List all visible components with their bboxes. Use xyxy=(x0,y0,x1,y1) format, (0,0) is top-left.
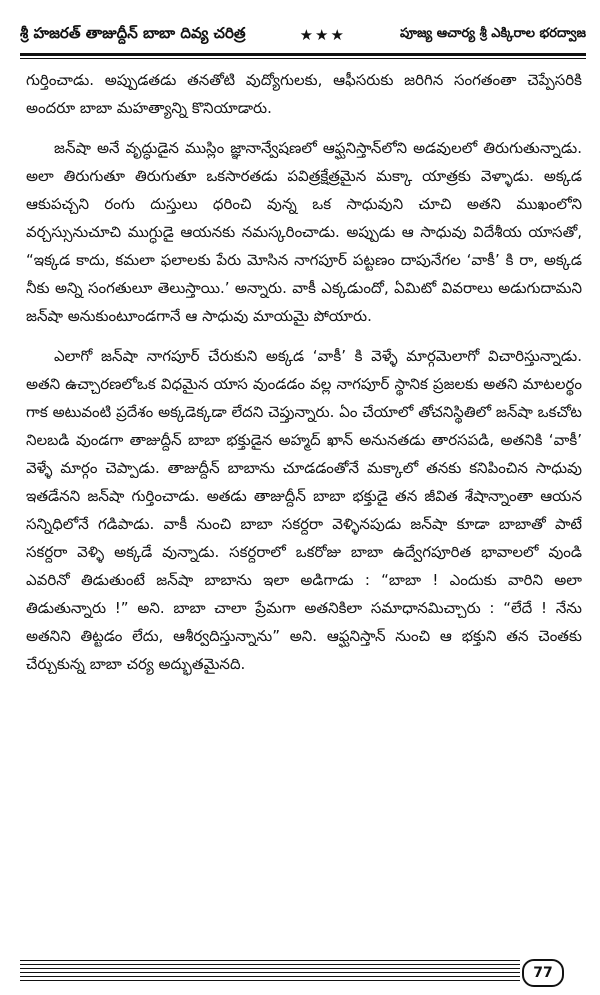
book-title: శ్రీ హజరత్ తాజుద్దీన్ బాబా దివ్య చరిత్ర xyxy=(20,24,246,42)
body-text xyxy=(26,66,582,916)
page-number-badge: 77 xyxy=(522,959,564,987)
paragraph-1: గుర్తించాడు. అప్పుడతడు తనతోటి వుద్యోగులకు, ఆఫీసరుకు జరిగిన సంగతంతా చెప్పేసరికి అందరూ బాబా మహత్యాన్ని కొనియాడారు. xyxy=(26,71,582,117)
paragraph-3: ఎలాగో జన్‌షా నాగపూర్ చేరుకుని అక్కడ ‘వాకీ’ కి వెళ్ళే మార్గమెలాగో విచారిస్తున్నాడు. అతని ఉచ్చారణలోఒక విధమైన యాస వుండడం వల్ల నాగపూర్ స్థానిక ప్రజలకు అతని మాటలర్థం గాక అటువంటి ప్రదేశం అక్కడెక్కడా లేదని చెప్తున్నారు. ఏం చేయాలో తోచనిస్థితిలో జన్‌షా ఒకచోట నిలబడి వుండగా తాజుద్దీన్ బాబా భక్తుడైన అహ్మద్ ఖాన్ అనునతడు తారసపడి, అతనికి ‘వాకీ’ వెళ్ళే మార్గం చెప్పాడు. తాజుద్దీన్ బాబాను చూడడంతోనే మక్కాలో తనకు కనిపించిన సాధువు ఇతడేనని జన్‌షా గుర్తించాడు. అతడు తాజుద్దీన్ బాబా భక్తుడై తన జీవిత శేషాన్నాంతా ఆయన సన్నిధిలోనే గడిపాడు. వాకీ నుంచి బాబా సకర్దరా వెళ్ళినపుడు జన్‌షా కూడా బాబాతో పాటే సకర్దరా వెళ్ళి అక్కడే వున్నాడు. సకర్దరాలో ఒకరోజు బాబా ఉద్వేగపూరిత భావాలలో వుండి ఎవరినో తిడుతుంటే జన్‌షా బాబాను ఇలా అడిగాడు : “బాబా ! ఎందుకు వారిని అలా తిడుతున్నారు !” అని. బాబా చాలా ప్రేమగా అతనికిలా సమాధానమిచ్చారు : “లేదే ! నేను అతనిని తిట్టడం లేదు, ఆశీర్వదిస్తున్నాను” అని. ఆఫ్ఘనిస్తాన్ నుంచి ఆ భక్తుని తన చెంతకు చేర్చుకున్న బాబా చర్య అద్భుతమైనది. xyxy=(26,347,582,673)
paragraph-2: జన్‌షా అనే వృద్ధుడైన ముస్లిం జ్ఞానాన్వేషణలో ఆఫ్ఘనిస్తాన్‌లోని అడవులలో తిరుగుతున్నాడు. అలా తిరుగుతూ తిరుగుతూ ఒకసారతడు పవిత్రక్షేత్రమైన మక్కా యాత్రకు వెళ్ళాడు. అక్కడ ఆకుపచ్చని రంగు దుస్తులు ధరించి వున్న ఒక సాధువుని చూచి అతని ముఖంలోని వర్చస్సునుచూచి ముగ్ధుడై ఆయనకు నమస్కరించాడు. అప్పుడు ఆ సాధువు విదేశీయ యాసతో, “ఇక్కడ కాదు, కమలా ఫలాలకు పేరు మోసిన నాగపూర్ పట్టణం దాపునేగల ‘వాకీ’ కి రా, అక్కడ నీకు అన్ని సంగతులూ తెలుస్తాయి.’ అన్నారు. వాకీ ఎక్కడుందో, ఏమిటో వివరాలు అడుగుదామని జన్‌షా అనుకుంటూండగానే ఆ సాధువు మాయమై పోయారు. xyxy=(26,139,582,325)
header-rule-thick xyxy=(20,53,586,56)
running-header xyxy=(20,20,586,50)
footer-rule-lines xyxy=(20,960,520,982)
header-rule-thin xyxy=(20,58,586,59)
star-ornament: ★★★ xyxy=(299,26,346,44)
author-name: పూజ్య ఆచార్య శ్రీ ఎక్కిరాల భరద్వాజ xyxy=(399,26,586,41)
